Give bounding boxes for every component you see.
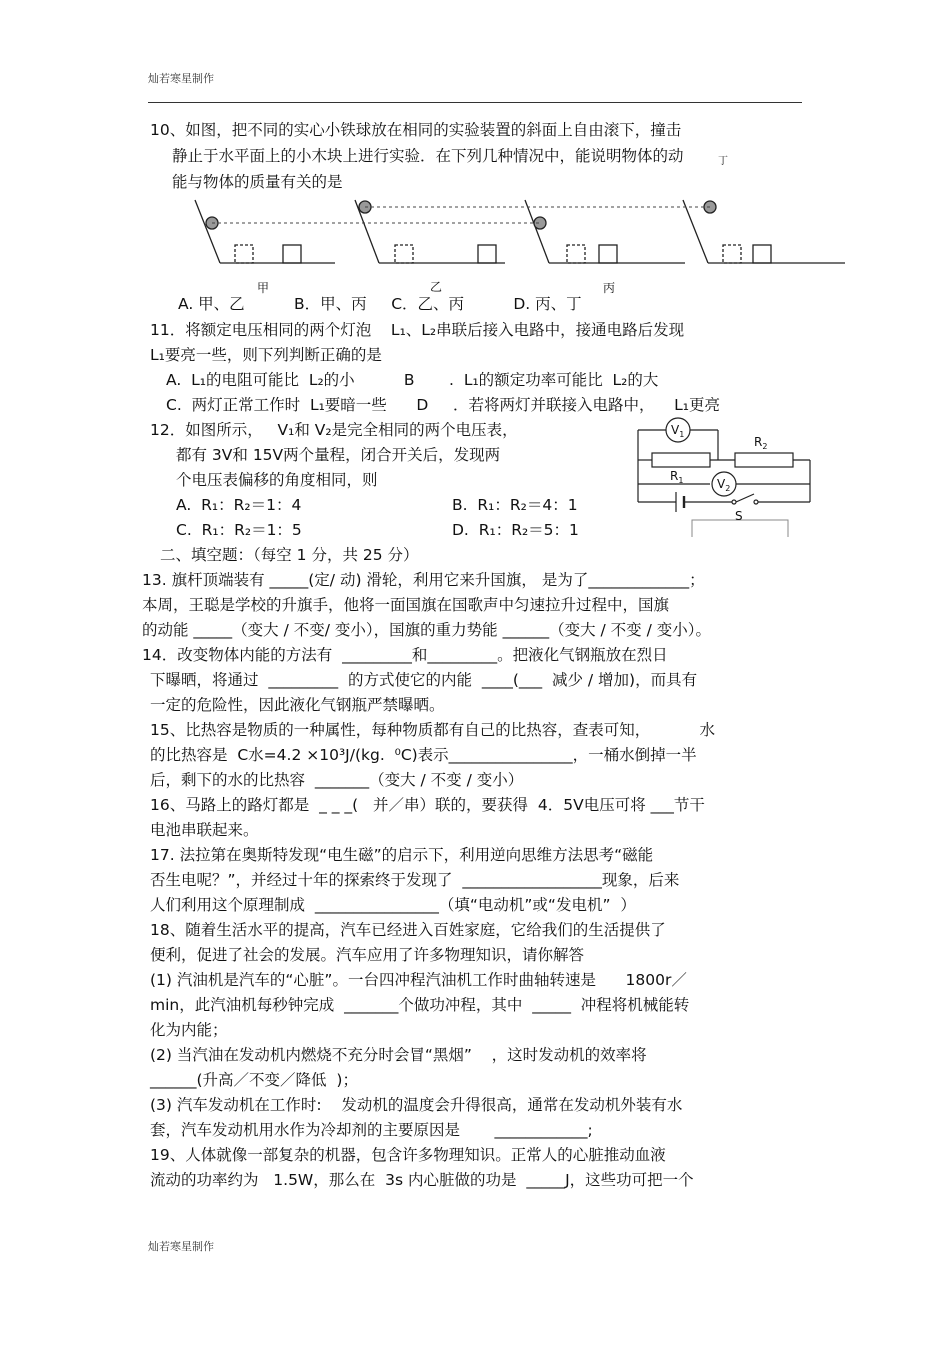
q12-option-c: C. R₁：R₂＝1：5	[176, 521, 302, 539]
q10-line1: 10、如图，把不同的实心小铁球放在相同的实验装置的斜面上自由滚下，撞击	[150, 121, 682, 139]
q18-line7: ______(升高／不变／降低 )；	[150, 1071, 358, 1089]
q18-line6: (2) 当汽油在发动机内燃烧不充分时会冒“黑烟” ，这时发动机的效率将	[150, 1046, 647, 1064]
header-rule	[148, 102, 802, 103]
q18-line9: 套，汽车发动机用水作为冷却剂的主要原因是 ____________;	[150, 1121, 593, 1139]
q18-line3: (1) 汽油机是汽车的“心脏”。一台四冲程汽油机工作时曲轴转速是 1800r／	[150, 971, 687, 989]
v1-label: $V_1$	[671, 423, 685, 439]
q17-line2: 否生电呢？”，并经过十年的探索终于发现了 __________________现象，后来	[150, 871, 680, 889]
q10-options: A. 甲、乙 B．甲、丙 C．乙、丙 D. 丙、丁	[178, 295, 582, 313]
q11-options-cd: C. 两灯正常工作时 L₁要暗一些 D ．若将两灯并联接入电路中， L₁更亮	[166, 396, 720, 414]
q17-line1: 17. 法拉第在奥斯特发现“电生磁”的启示下，利用逆向思维方法思考“磁能	[150, 846, 654, 864]
q12-option-d: D. R₁：R₂＝5：1	[452, 521, 579, 539]
q13-line1: 13. 旗杆顶端装有 _____(定/ 动) 滑轮，利用它来升国旗， 是为了_____________；	[142, 571, 705, 589]
q12-line1: 12．如图所示， V₁和 V₂是完全相同的两个电压表，	[150, 421, 518, 439]
q14-line1: 14．改变物体内能的方法有 _________和_________。把液化气钢瓶放在烈日	[142, 646, 668, 664]
q18-line5: 化为内能；	[150, 1021, 228, 1039]
q12-line3: 个电压表偏移的角度相同，则	[176, 471, 378, 489]
q15-line2: 的比热容是 C水=4.2 ×10³J/(kg. ⁰C)表示________________，一桶水倒掉一半	[150, 746, 697, 764]
fig-label-yi: 乙	[430, 280, 443, 294]
q11-line1: 11．将额定电压相同的两个灯泡 L₁、L₂串联后接入电路中，接通电路后发现	[150, 321, 685, 339]
q18-line2: 便利，促进了社会的发展。汽车应用了许多物理知识，请你解答	[150, 946, 585, 964]
r1-label: $R_1$	[670, 469, 684, 485]
q10-line2: 静止于水平面上的小木块上进行实验．在下列几种情况中，能说明物体的动	[172, 147, 684, 165]
q14-line3: 一定的危险性，因此液化气钢瓶严禁曝晒。	[150, 696, 445, 714]
page-header: 灿若寒星制作	[148, 72, 214, 85]
r2-label: $R_2$	[754, 435, 768, 451]
switch-label: S	[735, 509, 743, 523]
q11-line2: L₁要亮一些，则下列判断正确的是	[150, 346, 382, 364]
q12-line2: 都有 3V和 15V两个量程，闭合开关后，发现两	[176, 446, 501, 464]
q18-line8: (3) 汽车发动机在工作时: 发动机的温度会升得很高，通常在发动机外装有水	[150, 1096, 683, 1114]
q16-line1: 16、马路上的路灯都是 _ _ _( 并／串）联的，要获得 4．5V电压可将 ___节干	[150, 796, 705, 814]
q13-line2: 本周，王聪是学校的升旗手，他将一面国旗在国歌声中匀速拉升过程中，国旗	[142, 596, 670, 614]
fig-label-jia: 甲	[257, 281, 270, 295]
page-footer: 灿若寒星制作	[148, 1240, 214, 1253]
q12-option-a: A. R₁：R₂＝1：4	[176, 496, 302, 514]
q12-option-b: B. R₁：R₂＝4：1	[452, 496, 578, 514]
q18-line4: min，此汽油机每秒钟完成 _______个做功冲程，其中 _____ 冲程将机械能转	[150, 996, 690, 1014]
q18-line1: 18、随着生活水平的提高，汽车已经进入百姓家庭，它给我们的生活提供了	[150, 921, 666, 939]
q10-line3: 能与物体的质量有关的是	[172, 173, 343, 191]
q15-line1: 15、比热容是物质的一种属性，每种物质都有自己的比热容，查表可知， 水	[150, 721, 715, 739]
q13-line3: 的动能 _____（变大 / 不变/ 变小），国旗的重力势能 ______（变大 / 不变 / 变小）。	[142, 621, 711, 639]
section-2-title: 二、填空题：（每空 1 分，共 25 分）	[160, 546, 419, 564]
q15-line3: 后，剩下的水的比热容 _______（变大 / 不变 / 变小）	[150, 771, 524, 789]
q17-line3: 人们利用这个原理制成 ________________（填“电动机”或“发电机” ）	[150, 896, 636, 914]
q12-circuit	[630, 412, 820, 542]
fig-label-bing: 丙	[603, 281, 616, 295]
q16-line2: 电池串联起来。	[150, 821, 259, 839]
q19-line2: 流动的功率约为 1.5W，那么在 3s 内心脏做的功是 _____J，这些功可把一个	[150, 1171, 694, 1189]
q14-line2: 下曝晒，将通过 _________ 的方式使它的内能 ____(___ 减少 / 增加)，而具有	[150, 671, 698, 689]
q19-line1: 19、人体就像一部复杂的机器，包含许多物理知识。正常人的心脏推动血液	[150, 1146, 666, 1164]
q10-figure	[185, 195, 850, 295]
q11-options-ab: A. L₁的电阻可能比 L₂的小 B . L₁的额定功率可能比 L₂的大	[166, 371, 659, 389]
v2-label: $V_2$	[717, 477, 731, 493]
fig-label-ding: 丁	[718, 156, 728, 167]
